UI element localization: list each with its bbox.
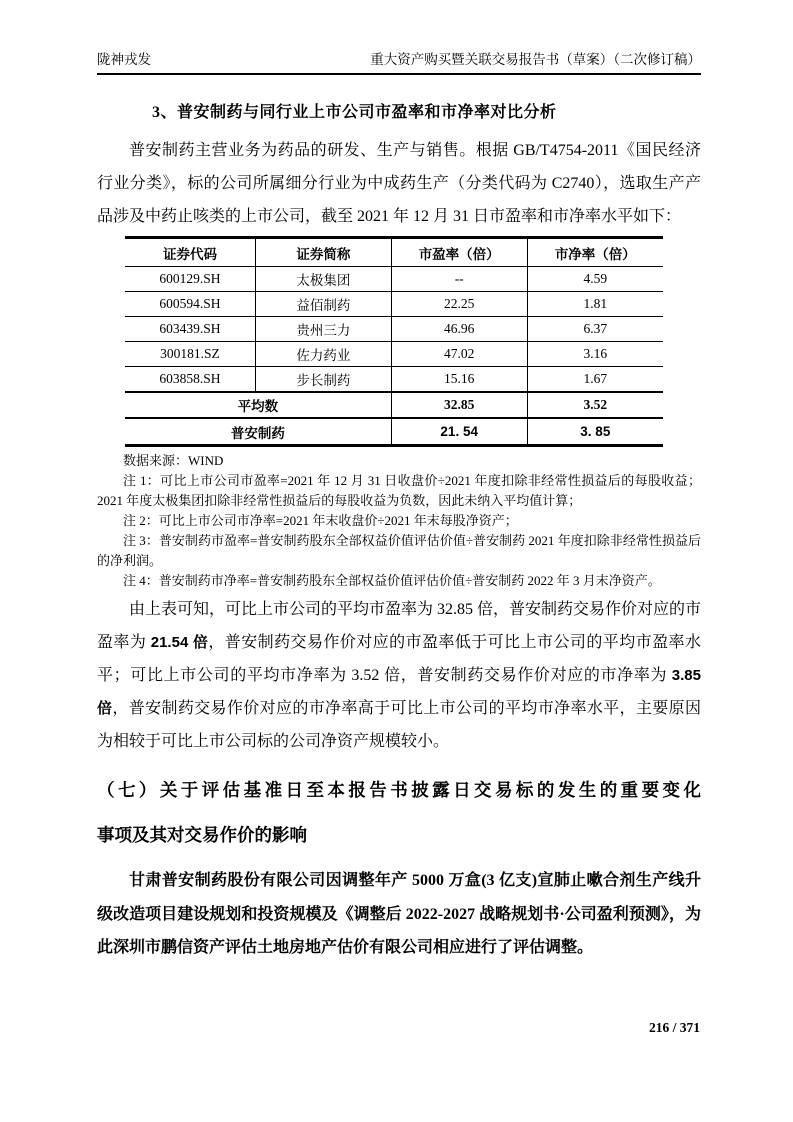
col-header-pb: 市净率（倍） xyxy=(527,238,663,267)
page-number: 216 / 371 xyxy=(648,1020,700,1035)
cell-code: 603439.SH xyxy=(125,317,255,342)
cell-target-label: 普安制药 xyxy=(125,418,391,446)
cell-code: 600594.SH xyxy=(125,292,255,317)
analysis-text: 由上表可知，可比上市公司的平均市盈率为 32.85 倍，普安制药交易作价对应的市盈率为 xyxy=(97,601,702,651)
header-company: 陇神戎发 xyxy=(97,52,151,67)
cell-average-pe: 32.85 xyxy=(391,392,527,418)
table-row xyxy=(125,317,663,342)
cell-pb: 3.16 xyxy=(527,342,663,367)
table-row xyxy=(125,292,663,317)
cell-pe: 15.16 xyxy=(391,367,527,393)
cell-pe: 47.02 xyxy=(391,342,527,367)
cell-pb: 1.81 xyxy=(527,292,663,317)
note-2: 注 2：可比上市公司市净率=2021 年末收盘价÷2021 年末每股净资产； xyxy=(123,513,518,528)
cell-pe: 22.25 xyxy=(391,292,527,317)
analysis-paragraph xyxy=(97,593,701,758)
analysis-text: ，普安制药交易作价对应的市净率高于可比上市公司的平均市净率水平，主要原因为相较于可比上市公司标的公司净资产规模较小。 xyxy=(97,700,701,750)
data-source-note: 数据来源：WIND xyxy=(123,453,224,468)
cell-code: 300181.SZ xyxy=(125,342,255,367)
note-1: 注 1：可比上市公司市盈率=2021 年 12 月 31 日收盘价÷2021 年度扣除非经常性损益后的每股收益；2021 年度太极集团扣除非经常性损益后的每股收益为负数，因此未纳入平均值计算； xyxy=(97,473,701,508)
pe-bold-value: 21.54 倍 xyxy=(150,634,209,651)
table-row-target xyxy=(125,418,663,446)
cell-name: 益佰制药 xyxy=(255,292,391,317)
cell-code: 603858.SH xyxy=(125,367,255,393)
cell-average-label: 平均数 xyxy=(125,392,391,418)
pb-bold-value: 3.85 倍 xyxy=(97,667,701,717)
table-row-average xyxy=(125,392,663,418)
running-header xyxy=(97,48,701,75)
cell-name: 佐力药业 xyxy=(255,342,391,367)
section-seven-heading-line1: （七）关于评估基准日至本报告书披露日交易标的发生的重要变化 xyxy=(97,780,701,800)
cell-name: 步长制药 xyxy=(255,367,391,393)
table-row xyxy=(125,267,663,292)
cell-name: 太极集团 xyxy=(255,267,391,292)
pe-pb-comparison-table xyxy=(125,236,663,447)
col-header-pe: 市盈率（倍） xyxy=(391,238,527,267)
subsection-heading: 3、普安制药与同行业上市公司市盈率和市净率对比分析 xyxy=(152,104,557,121)
cell-average-pb: 3.52 xyxy=(527,392,663,418)
cell-pb: 6.37 xyxy=(527,317,663,342)
section-seven-heading-line2: 事项及其对交易作价的影响 xyxy=(97,825,307,845)
note-3: 注 3：普安制药市盈率=普安制药股东全部权益价值评估价值÷普安制药 2021 年度扣除非经常性损益后的净利润。 xyxy=(97,533,701,568)
cell-pe: 46.96 xyxy=(391,317,527,342)
header-doc-title: 重大资产购买暨关联交易报告书（草案）（二次修订稿） xyxy=(370,52,701,67)
cell-pe: -- xyxy=(391,267,527,292)
intro-paragraph: 普安制药主营业务为药品的研发、生产与销售。根据 GB/T4754-2011《国民经济行业分类》，标的公司所属细分行业为中成药生产（分类代码为 C2740），选取生产产品涉及中药止咳类的上市公司，截至 2021 年 12 月 31 日市盈率和市净率水平如下： xyxy=(97,142,701,225)
col-header-code: 证券代码 xyxy=(125,238,255,267)
cell-code: 600129.SH xyxy=(125,267,255,292)
cell-name: 贵州三力 xyxy=(255,317,391,342)
cell-pb: 1.67 xyxy=(527,367,663,393)
cell-target-pe: 21. 54 xyxy=(391,418,527,446)
table-row xyxy=(125,367,663,393)
page-content xyxy=(97,48,701,965)
note-4: 注 4：普安制药市净率=普安制药股东全部权益价值评估价值÷普安制药 2022 年 3 月末净资产。 xyxy=(123,573,661,588)
adjustment-paragraph: 甘肃普安制药股份有限公司因调整年产 5000 万盒(3 亿支)宣肺止嗽合剂生产线升级改造项目建设规划和投资规模及《调整后 2022-2027 战略规划书·公司盈利预测》，为此深圳市鹏信资产评估土地房地产估价有限公司相应进行了评估调整。 xyxy=(97,872,701,956)
col-header-name: 证券简称 xyxy=(255,238,391,267)
table-header-row xyxy=(125,238,663,267)
table-row xyxy=(125,342,663,367)
table-notes xyxy=(97,451,701,591)
cell-pb: 4.59 xyxy=(527,267,663,292)
cell-target-pb: 3. 85 xyxy=(527,418,663,446)
section-seven-heading xyxy=(97,768,701,858)
analysis-text: ，普安制药交易作价对应的市盈率低于可比上市公司的平均市盈率水平；可比上市公司的平均市净率为 3.52 倍，普安制药交易作价对应的市净率为 xyxy=(97,634,701,684)
